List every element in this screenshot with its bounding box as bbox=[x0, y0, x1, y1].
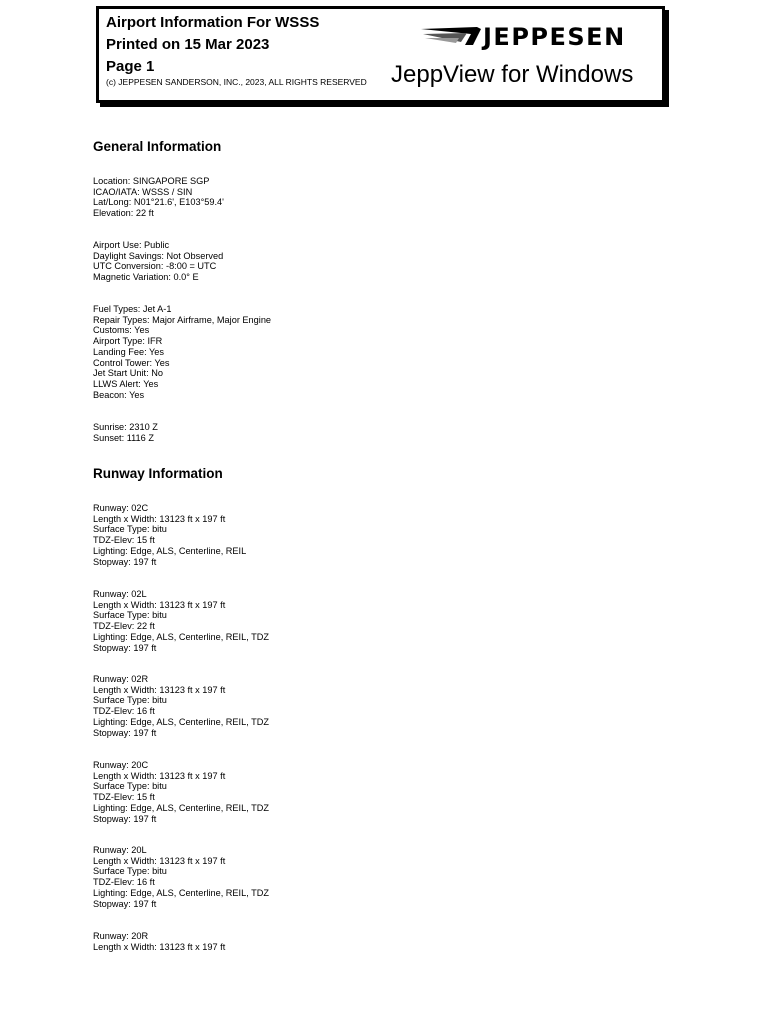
info-line: Runway: 02L bbox=[93, 589, 147, 599]
info-line: Surface Type: bitu bbox=[93, 866, 167, 877]
header-copyright: (c) JEPPESEN SANDERSON, INC., 2023, ALL RIGHTS RESERVED bbox=[106, 77, 367, 87]
header-printed-date: Printed on 15 Mar 2023 bbox=[106, 36, 270, 53]
info-line: Runway: 20L bbox=[93, 845, 147, 855]
info-line: Length x Width: 13123 ft x 197 ft bbox=[93, 684, 226, 695]
info-line: Surface Type: bitu bbox=[93, 524, 167, 535]
jeppesen-logo bbox=[421, 23, 651, 53]
header-page-number: Page 1 bbox=[106, 58, 155, 75]
info-line: TDZ-Elev: 15 ft bbox=[93, 535, 155, 546]
info-line: Surface Type: bitu bbox=[93, 781, 167, 792]
info-line: Stopway: 197 ft bbox=[93, 898, 157, 909]
airport-use-block bbox=[93, 240, 223, 283]
info-line: LLWS Alert: Yes bbox=[93, 378, 159, 389]
info-line: Jet Start Unit: No bbox=[93, 368, 163, 379]
info-line: Length x Width: 13123 ft x 197 ft bbox=[93, 513, 226, 524]
info-line: Stopway: 197 ft bbox=[93, 727, 157, 738]
info-line: Surface Type: bitu bbox=[93, 695, 167, 706]
info-line: Runway: 20R bbox=[93, 931, 149, 941]
info-line: Length x Width: 13123 ft x 197 ft bbox=[93, 941, 226, 952]
info-line: Magnetic Variation: 0.0° E bbox=[93, 272, 199, 283]
info-line: TDZ-Elev: 16 ft bbox=[93, 706, 155, 717]
info-line: Surface Type: bitu bbox=[93, 610, 167, 621]
info-line: Lighting: Edge, ALS, Centerline, REIL, TDZ bbox=[93, 802, 270, 813]
info-line: Sunset: 1116 Z bbox=[93, 432, 154, 443]
info-line: Lighting: Edge, ALS, Centerline, REIL, TDZ bbox=[93, 716, 270, 727]
info-line: TDZ-Elev: 16 ft bbox=[93, 877, 155, 888]
info-line: ICAO/IATA: WSSS / SIN bbox=[93, 186, 193, 197]
info-line: Fuel Types: Jet A-1 bbox=[93, 304, 172, 314]
product-name: JeppView for Windows bbox=[391, 61, 634, 88]
info-line: Airport Use: Public bbox=[93, 240, 170, 250]
runway-block bbox=[93, 931, 225, 952]
info-line: Stopway: 197 ft bbox=[93, 556, 157, 567]
runway-block bbox=[93, 760, 269, 824]
info-line: UTC Conversion: -8:00 = UTC bbox=[93, 261, 217, 272]
info-line: Repair Types: Major Airframe, Major Engine bbox=[93, 314, 272, 325]
info-line: Stopway: 197 ft bbox=[93, 813, 157, 824]
info-line: Runway: 20C bbox=[93, 760, 149, 770]
info-line: Sunrise: 2310 Z bbox=[93, 422, 158, 432]
info-line: Landing Fee: Yes bbox=[93, 346, 165, 357]
section-title-general-information: General Information bbox=[93, 139, 222, 154]
info-line: Runway: 02C bbox=[93, 503, 149, 513]
location-block bbox=[93, 176, 224, 219]
runway-block bbox=[93, 503, 246, 567]
runway-block bbox=[93, 589, 269, 653]
info-line: Airport Type: IFR bbox=[93, 336, 163, 347]
info-line: Customs: Yes bbox=[93, 325, 150, 336]
info-line: Daylight Savings: Not Observed bbox=[93, 250, 224, 261]
info-line: Length x Width: 13123 ft x 197 ft bbox=[93, 599, 226, 610]
info-line: Length x Width: 13123 ft x 197 ft bbox=[93, 770, 226, 781]
section-title-runway-information: Runway Information bbox=[93, 466, 223, 481]
info-line: Lighting: Edge, ALS, Centerline, REIL, TDZ bbox=[93, 631, 270, 642]
info-line: TDZ-Elev: 22 ft bbox=[93, 621, 155, 632]
info-line: Lighting: Edge, ALS, Centerline, REIL bbox=[93, 545, 247, 556]
info-line: Lat/Long: N01°21.6', E103°59.4' bbox=[93, 197, 224, 208]
info-line: TDZ-Elev: 15 ft bbox=[93, 792, 155, 803]
brand-wordmark: JEPPESEN bbox=[483, 23, 626, 51]
info-line: Beacon: Yes bbox=[93, 389, 145, 400]
runway-block bbox=[93, 845, 269, 909]
sun-times-block bbox=[93, 422, 158, 443]
document-header bbox=[96, 6, 665, 103]
info-line: Elevation: 22 ft bbox=[93, 208, 154, 219]
jeppesen-swoosh-icon bbox=[421, 25, 483, 47]
header-title: Airport Information For WSSS bbox=[106, 14, 320, 31]
info-line: Location: SINGAPORE SGP bbox=[93, 176, 210, 186]
info-line: Stopway: 197 ft bbox=[93, 642, 157, 653]
facilities-block bbox=[93, 304, 271, 400]
info-line: Control Tower: Yes bbox=[93, 357, 170, 368]
info-line: Lighting: Edge, ALS, Centerline, REIL, TDZ bbox=[93, 887, 270, 898]
info-line: Runway: 02R bbox=[93, 674, 149, 684]
info-line: Length x Width: 13123 ft x 197 ft bbox=[93, 855, 226, 866]
runway-block bbox=[93, 674, 269, 738]
